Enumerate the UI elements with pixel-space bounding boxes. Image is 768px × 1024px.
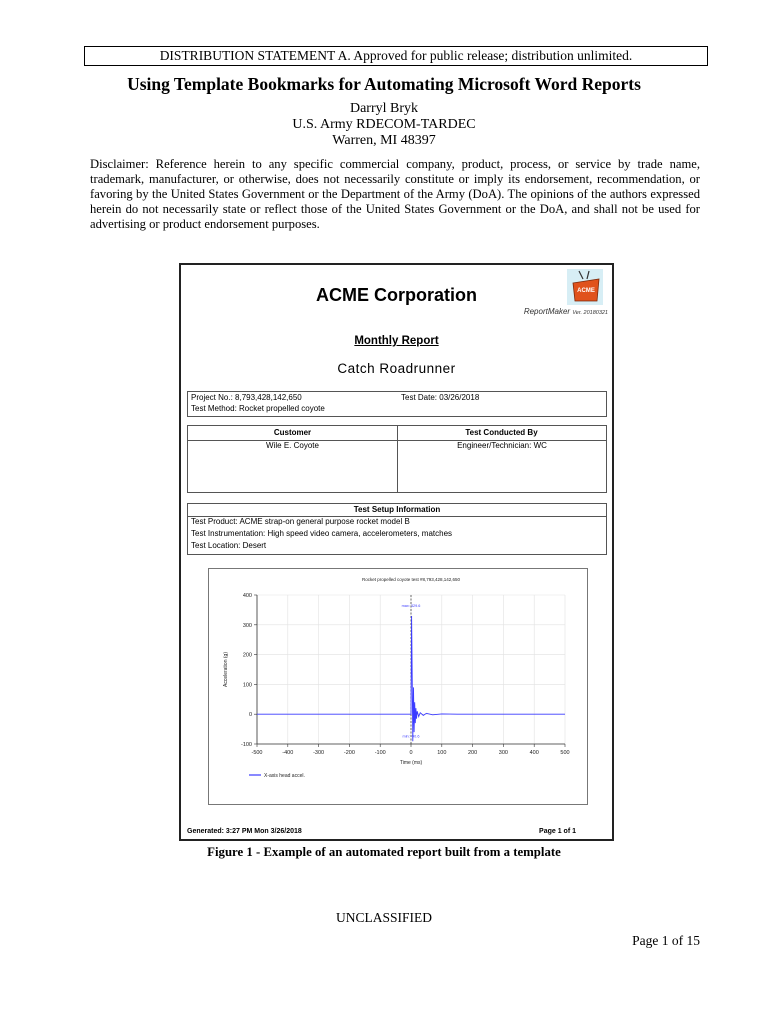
generated-stamp: Generated: 3:27 PM Mon 3/26/2018 — [187, 828, 302, 835]
test-setup-box — [187, 503, 607, 555]
author-affiliation: U.S. Army RDECOM-TARDEC — [292, 117, 476, 132]
report-company: ACME Corporation — [316, 285, 477, 305]
legend-label: X-axis head accel. — [264, 773, 305, 779]
x-tick-label: 200 — [468, 750, 478, 756]
disclaimer: Disclaimer: Reference herein to any specific commercial company, product, process, or service by trade name, trademark, manufacturer, or otherwise, does not necessarily constitute or imply its endorsement, recommendation, or favoring by the United States Government or the Department of the Army (DoA). The opinions of the authors expressed herein do not necessarily state or reflect those of the United States Government or the DoA, and shall not be used for advertising or product endorsement purposes. — [90, 157, 700, 231]
project-info-box — [187, 391, 607, 417]
y-tick-label: 0 — [248, 712, 252, 719]
page-number: Page 1 of 15 — [632, 933, 700, 948]
classification-footer: UNCLASSIFIED — [335, 910, 432, 925]
report-figure — [179, 263, 614, 841]
test-instrumentation: Test Instrumentation: High speed video camera, accelerometers, matches — [191, 529, 453, 538]
y-tick-label: 300 — [242, 622, 252, 629]
conducted-header: Test Conducted By — [397, 426, 606, 441]
test-product: Test Product: ACME strap-on general purpose rocket model B — [191, 517, 410, 526]
author-location: Warren, MI 48397 — [332, 133, 436, 148]
acceleration-chart — [209, 569, 587, 804]
y-tick-label: 200 — [242, 652, 252, 659]
test-method: Test Method: Rocket propelled coyote — [191, 404, 325, 413]
customer-table — [187, 425, 607, 493]
logo-text: ACME — [577, 288, 595, 294]
test-location: Test Location: Desert — [191, 541, 267, 550]
report-page-number: Page 1 of 1 — [539, 828, 576, 835]
customer-header: Customer — [188, 426, 398, 441]
max-annotation: max: 329.6 — [401, 603, 421, 608]
project-number: Project No.: 8,793,428,142,650 — [191, 393, 302, 402]
x-tick-label: 300 — [498, 750, 508, 756]
figure-caption: Figure 1 - Example of an automated report built from a template — [207, 845, 561, 859]
y-axis-label: Acceleration (g) — [223, 651, 229, 688]
x-tick-label: -100 — [374, 750, 386, 756]
x-tick-label: -200 — [343, 750, 355, 756]
chart-title: Rocket propelled coyote test #8,793,428,142,650 — [361, 577, 461, 582]
acme-logo — [567, 269, 603, 305]
chart-container — [208, 568, 588, 805]
distribution-statement: DISTRIBUTION STATEMENT A. Approved for public release; distribution unlimited. — [84, 46, 708, 66]
report-maker-version: Ver. 20180321 — [572, 310, 608, 316]
report-maker-label — [524, 307, 608, 316]
x-axis-label: Time (ms) — [399, 760, 423, 766]
x-tick-label: -500 — [251, 750, 263, 756]
setup-header: Test Setup Information — [188, 504, 606, 517]
report-subtitle: Catch Roadrunner — [337, 361, 456, 376]
y-tick-label: 100 — [242, 682, 252, 689]
paper-title: Using Template Bookmarks for Automating Microsoft Word Reports — [127, 74, 641, 94]
report-maker-name: ReportMaker — [523, 307, 571, 316]
test-date: Test Date: 03/26/2018 — [401, 393, 480, 402]
x-tick-label: -300 — [313, 750, 325, 756]
min-annotation: min: -90.6 — [402, 734, 420, 739]
x-tick-label: 100 — [437, 750, 447, 756]
x-tick-label: -400 — [282, 750, 294, 756]
x-tick-label: 0 — [409, 750, 413, 756]
y-tick-label: -100 — [240, 742, 252, 748]
customer-value: Wile E. Coyote — [188, 440, 398, 492]
x-tick-label: 400 — [529, 750, 539, 756]
y-tick-label: 400 — [242, 593, 252, 599]
x-tick-label: 500 — [560, 750, 570, 756]
conducted-value: Engineer/Technician: WC — [457, 441, 547, 450]
author-name: Darryl Bryk — [349, 101, 419, 116]
report-title: Monthly Report — [354, 335, 439, 347]
